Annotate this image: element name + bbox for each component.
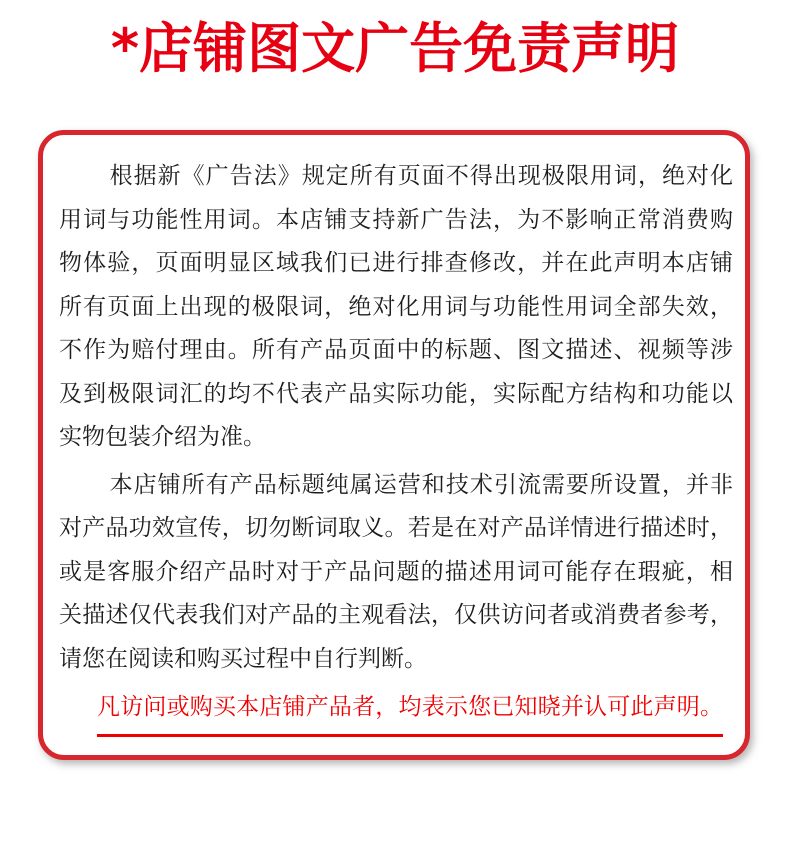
page-title: *店铺图文广告免责声明 <box>110 17 680 80</box>
disclaimer-paragraph-2 <box>59 464 733 682</box>
paragraph1-line-4: 所有页面上出现的极限词，绝对化用词与功能性用词全部失效， <box>59 293 733 320</box>
disclaimer-paragraph-1 <box>59 155 733 460</box>
paragraph1-line-6: 及到极限词汇的均不代表产品实际功能，实际配方结构和功能以 <box>59 380 733 407</box>
paragraph2-line-2: 对产品功效宣传，切勿断词取义。若是在对产品详情进行描述时， <box>59 515 733 541</box>
paragraph1-line-3: 物体验，页面明显区域我们已进行排查修改，并在此声明本店铺 <box>59 250 733 276</box>
agreement-statement-underlined: 凡访问或购买本店铺产品者，均表示您已知晓并认可此声明。 <box>97 686 723 737</box>
paragraph1-line-7: 实物包装介绍为准。 <box>59 424 266 450</box>
disclaimer-box <box>38 130 750 760</box>
paragraph1-line-1: 根据新《广告法》规定所有页面不得出现极限用词，绝对化 <box>109 163 733 189</box>
paragraph2-line-4: 关描述仅代表我们对产品的主观看法，仅供访问者或消费者参考， <box>59 602 733 628</box>
paragraph1-line-2: 用词与功能性用词。本店铺支持新广告法，为不影响正常消费购 <box>59 206 733 233</box>
paragraph2-line-3: 或是客服介绍产品时对于产品问题的描述用词可能存在瑕疵，相 <box>59 558 733 585</box>
paragraph1-line-5: 不作为赔付理由。所有产品页面中的标题、图文描述、视频等涉 <box>59 337 733 363</box>
paragraph2-line-1: 本店铺所有产品标题纯属运营和技术引流需要所设置，并非 <box>109 471 733 498</box>
paragraph2-line-5: 请您在阅读和购买过程中自行判断。 <box>59 645 427 672</box>
